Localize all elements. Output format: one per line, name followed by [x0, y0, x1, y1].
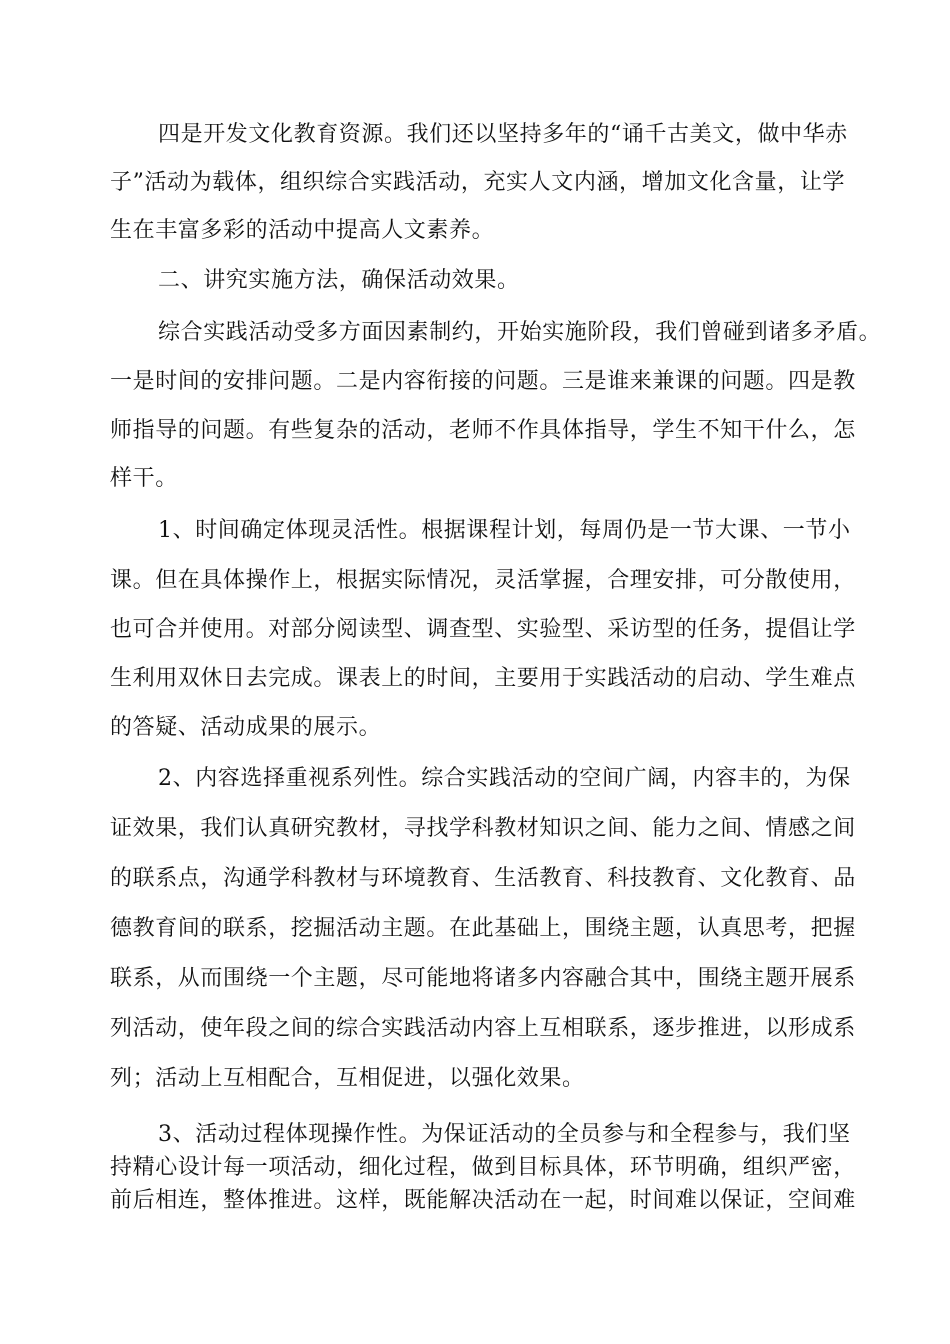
item-1-line-4: 生利用双休日去完成。课表上的时间，主要用于实践活动的启动、学生难点	[110, 666, 856, 691]
item-3-line-1: 3、活动过程体现操作性。为保证活动的全员参与和全程参与，我们坚	[158, 1122, 851, 1147]
paragraph-2-line-2: 一是时间的安排问题。二是内容衔接的问题。三是谁来兼课的问题。四是教	[110, 369, 856, 394]
paragraph-1-line-1: 四是开发文化教育资源。我们还以坚持多年的“诵千古美文，做中华赤	[158, 122, 848, 147]
item-2-line-6: 列活动，使年段之间的综合实践活动内容上互相联系，逐步推进，以形成系	[110, 1016, 856, 1041]
item-2-line-5: 联系，从而围绕一个主题，尽可能地将诸多内容融合其中，围绕主题开展系	[110, 966, 856, 991]
item-2-line-4: 德教育间的联系，挖掘活动主题。在此基础上，围绕主题，认真思考，把握	[110, 916, 856, 941]
item-2-line-1: 2、内容选择重视系列性。综合实践活动的空间广阔，内容丰的，为保	[158, 766, 851, 791]
item-3-line-2: 持精心设计每一项活动，细化过程，做到目标具体，环节明确，组织严密，	[110, 1155, 856, 1180]
section-heading-2: 二、讲究实施方法，确保活动效果。	[158, 268, 520, 293]
item-2-line-3: 的联系点，沟通学科教材与环境教育、生活教育、科技教育、文化教育、品	[110, 866, 856, 891]
item-3-line-3: 前后相连，整体推进。这样，既能解决活动在一起，时间难以保证，空间难	[110, 1188, 856, 1213]
item-1-line-1: 1、时间确定体现灵活性。根据课程计划，每周仍是一节大课、一节小	[158, 518, 851, 543]
paragraph-2-line-1: 综合实践活动受多方面因素制约，开始实施阶段，我们曾碰到诸多矛盾。	[158, 320, 882, 345]
paragraph-1-line-2: 子”活动为载体，组织综合实践活动，充实人文内涵，增加文化含量，让学	[110, 170, 846, 195]
item-1-line-5: 的答疑、活动成果的展示。	[110, 715, 382, 740]
paragraph-2-line-4: 样干。	[110, 466, 178, 491]
paragraph-1-line-3: 生在丰富多彩的活动中提高人文素养。	[110, 218, 495, 243]
item-1-line-2: 课。但在具体操作上，根据实际情况，灵活掌握，合理安排，可分散使用，	[110, 568, 856, 593]
paragraph-2-line-3: 师指导的问题。有些复杂的活动，老师不作具体指导，学生不知干什么，怎	[110, 418, 856, 443]
item-2-line-2: 证效果，我们认真研究教材，寻找学科教材知识之间、能力之间、情感之间	[110, 816, 856, 841]
item-1-line-3: 也可合并使用。对部分阅读型、调查型、实验型、采访型的任务，提倡让学	[110, 617, 856, 642]
item-2-line-7: 列；活动上互相配合，互相促进，以强化效果。	[110, 1066, 585, 1091]
